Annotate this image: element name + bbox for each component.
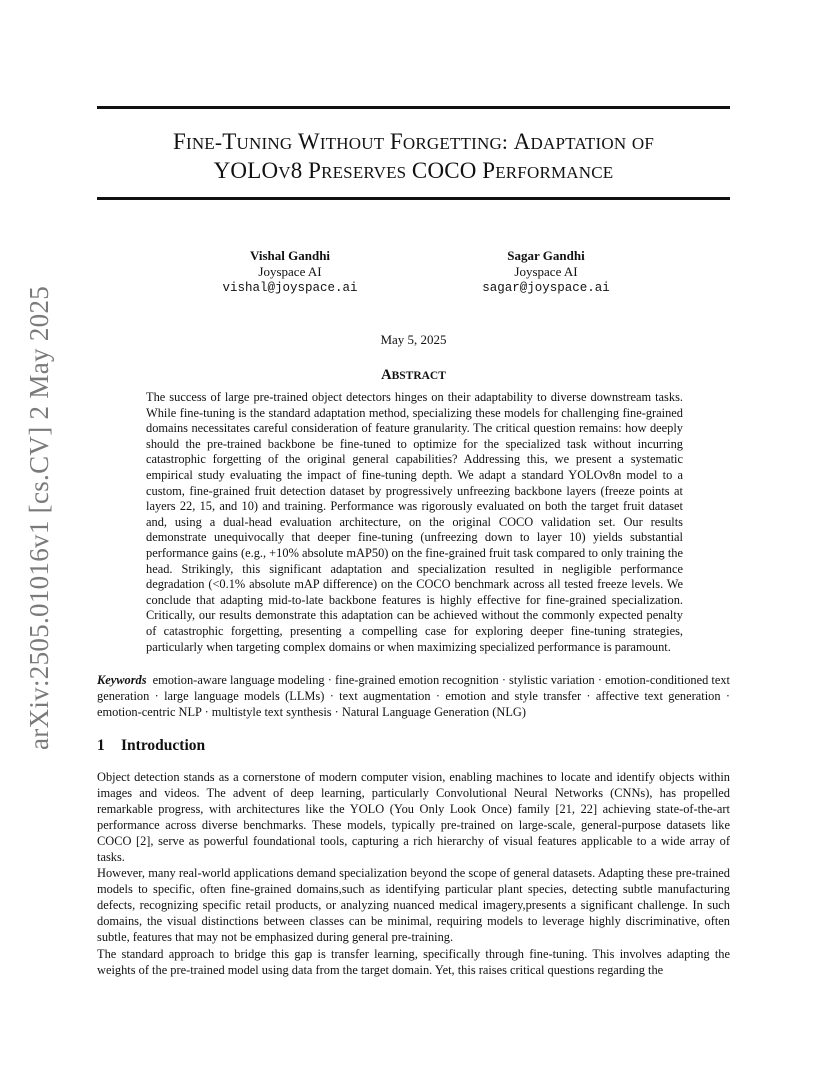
title-capital: T bbox=[222, 129, 237, 154]
body-paragraph: However, many real-world applications demand specialization beyond the scope of general datasets. Adapting these pre-trained models to specific, often fine-grained domains,such as identifying particular plant species, detecting subtle manufacturing defects, recognizing specific retail products, or analyzing nuanced medical imagery,presents a significant challenge. In such domains, the visual distinctions between classes can be minimal, requiring models to leverage highly discriminative, often subtle, features that may not be emphasized during general pre-training. bbox=[97, 866, 730, 944]
title-small-caps: ITHOUT bbox=[319, 134, 385, 153]
title-small-caps: RESERVES bbox=[321, 163, 407, 182]
title-small-caps: INE bbox=[185, 134, 215, 153]
author-email: vishal@joyspace.ai bbox=[222, 281, 358, 295]
author-email: sagar@joyspace.ai bbox=[482, 281, 610, 295]
paper-date: May 5, 2025 bbox=[380, 332, 447, 347]
title-capital: P bbox=[482, 158, 496, 183]
title-small-caps: V bbox=[278, 163, 291, 182]
author-name: Vishal Gandhi bbox=[249, 248, 331, 263]
title-capital: COCO bbox=[411, 158, 477, 183]
abstract-heading-initial: A bbox=[381, 367, 392, 383]
abstract-heading bbox=[97, 367, 730, 384]
paper-title bbox=[97, 128, 730, 186]
author-name: Sagar Gandhi bbox=[507, 248, 585, 263]
author-affiliation: Joyspace AI bbox=[514, 264, 578, 279]
title-bottom-rule bbox=[97, 197, 730, 200]
author-block-2 bbox=[456, 248, 636, 296]
author-affiliation: Joyspace AI bbox=[258, 264, 322, 279]
title-capital: F bbox=[389, 129, 403, 154]
title-capital: F bbox=[172, 129, 186, 154]
title-small-caps: ORGETTING bbox=[402, 134, 502, 153]
keywords bbox=[97, 672, 730, 720]
title-capital: P bbox=[308, 158, 322, 183]
title-line-1: FINE-TUNING WITHOUT FORGETTING: ADAPTATION OF bbox=[172, 129, 655, 154]
body-paragraph: The standard approach to bridge this gap is transfer learning, specifically through fine-tuning. This involves adapting the weights of the pre-trained model using data from the target domain. Yet, this raises critical questions regarding the bbox=[97, 947, 730, 977]
title-line-2 bbox=[97, 157, 730, 186]
section-heading-introduction bbox=[97, 737, 205, 755]
title-capital: A bbox=[513, 129, 531, 154]
title-small-caps: UNING bbox=[236, 134, 293, 153]
title-small-caps: DAPTATION bbox=[530, 134, 627, 153]
keywords-label: Keywords bbox=[97, 673, 147, 687]
author-block-1 bbox=[200, 248, 380, 296]
section-title: Introduction bbox=[121, 737, 206, 754]
title-capital: YOLO bbox=[213, 158, 279, 183]
section-number: 1 bbox=[97, 737, 105, 754]
arxiv-stamp: arXiv:2505.01016v1 [cs.CV] 2 May 2025 bbox=[24, 285, 54, 750]
abstract-text: The success of large pre-trained object detectors hinges on their adaptability to diverse downstream tasks. While fine-tuning is the standard adaptation method, specializing these models for challenging fine-grained domains necessitates careful consideration of feature granularity. The critical question remains: how deeply should the pre-trained backbone be fine-tuned to optimize for the specialized task without incurring catastrophic forgetting of the original general capabilities? Addressing this, we present a systematic empirical study evaluating the impact of fine-tuning depth. We adapt a standard YOLOv8n model to a custom, fine-grained fruit detection dataset by progressively unfreezing backbone layers (freeze points at layers 22, 15, and 10) and training. Performance was rigorously evaluated on both the target fruit dataset and, using a dual-head evaluation architecture, on the original COCO validation set. Our results demonstrate unequivocally that deeper fine-tuning (unfreezing down to layer 10) yields substantial performance gains (e.g., +10% absolute mAP50) on the fine-grained fruit task compared to only training the head. Strikingly, this significant adaptation and specialization resulted in negligible performance degradation (<0.1% absolute mAP difference) on the COCO benchmark across all tested freeze levels. We conclude that adapting mid-to-late backbone features is highly effective for fine-grained specialization. Critically, our results demonstrate this adaptation can be achieved without the commonly expected penalty of catastrophic forgetting, presenting a compelling case for exploring deeper fine-tuning strategies, particularly when targeting complex domains or when maximizing specialized performance is paramount. bbox=[146, 390, 683, 654]
title-capital: 8 bbox=[290, 158, 303, 183]
abstract-heading-rest: BSTRACT bbox=[391, 370, 446, 382]
title-top-rule bbox=[97, 106, 730, 109]
title-small-caps: ERFORMANCE bbox=[495, 163, 614, 182]
body-paragraph: Object detection stands as a cornerstone of modern computer vision, enabling machines to locate and identify objects within images and videos. The advent of deep learning, particularly Convolutional Neural Networks (CNNs), has propelled remarkable progress, with architectures like the YOLO (You Only Look Once) family [21, 22] achieving state-of-the-art performance across diverse benchmarks. These models, typically pre-trained on large-scale, general-purpose datasets like COCO [2], serve as powerful foundational tools, capturing a rich hierarchy of visual features applicable to a wide array of tasks. bbox=[97, 770, 730, 864]
title-small-caps: OF bbox=[631, 134, 655, 153]
keywords-text: emotion-aware language modeling · fine-grained emotion recognition · stylistic variation · emotion-conditioned text generation · large language models (LLMs) · text augmentation · emotion and style transfer · affective text generation · emotion-centric NLP · multistyle text synthesis · Natural Language Generation (NLG) bbox=[97, 673, 730, 719]
title-capital: W bbox=[297, 129, 320, 154]
